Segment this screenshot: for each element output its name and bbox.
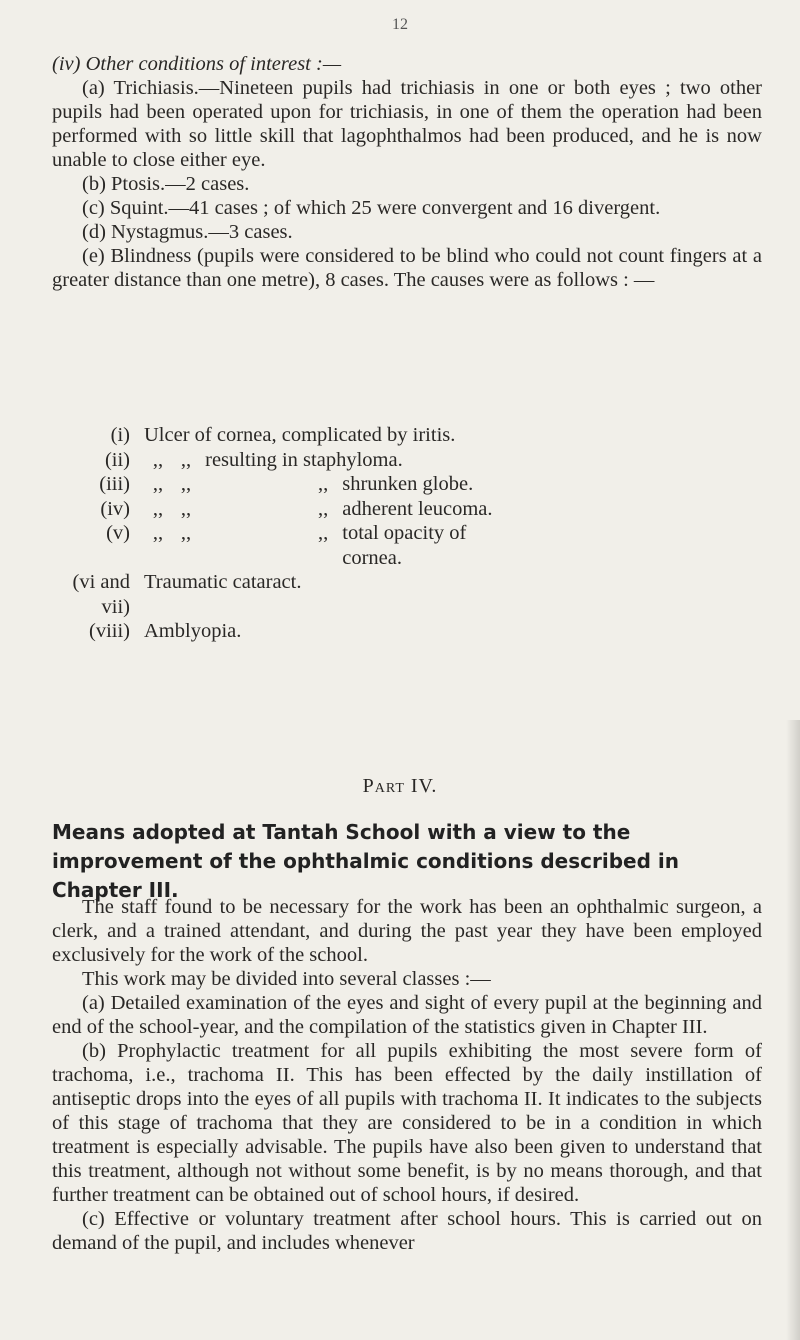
cause-text: resulting in staphyloma. xyxy=(205,448,403,471)
section-iv xyxy=(52,52,762,292)
list-item xyxy=(52,570,762,619)
page-number: 12 xyxy=(392,16,408,33)
ditto-mark: ,, xyxy=(152,473,164,495)
para-blindness: (e) Blindness (pupils were considered to be blind who could not count fingers at a greater distance than one metre), 8 cases. The causes were as follows : — xyxy=(52,245,762,291)
cause-number: (v) xyxy=(106,522,130,544)
list-item xyxy=(52,521,762,570)
cause-text: shrunken globe. xyxy=(342,473,474,495)
cause-text: adherent leucoma. xyxy=(342,497,493,520)
ditto-mark: ,, xyxy=(152,448,164,471)
list-item xyxy=(52,472,762,497)
section-heading: Means adopted at Tantah School with a view to the improvement of the ophthalmic conditions described in Chapter III. xyxy=(52,820,679,902)
cause-text: Amblyopia. xyxy=(144,620,242,642)
ditto-mark: ,, xyxy=(318,473,329,495)
body-paragraph: (a) Detailed examination of the eyes and sight of every pupil at the beginning and end of the school-year, and the compilation of the statistics given in Chapter III. xyxy=(52,992,762,1038)
list-item xyxy=(52,423,762,448)
ditto-mark: ,, xyxy=(152,497,164,520)
para-ptosis: (b) Ptosis.—2 cases. xyxy=(82,173,250,195)
list-item xyxy=(52,619,762,644)
body-paragraph: (c) Effective or voluntary treatment after school hours. This is carried out on demand of the pupil, and includes whenever xyxy=(52,1208,762,1254)
cause-text: Traumatic cataract. xyxy=(144,571,302,593)
ditto-mark: ,, xyxy=(180,448,192,471)
cause-text: Ulcer of cornea, complicated by iritis. xyxy=(144,424,456,446)
page-edge-shadow xyxy=(786,720,800,1340)
ditto-mark: ,, xyxy=(180,473,192,495)
cause-number: (vi and vii) xyxy=(72,571,130,618)
cause-number: (ii) xyxy=(104,448,130,471)
ditto-mark: ,, xyxy=(180,497,192,520)
body-paragraph: (b) Prophylactic treatment for all pupils exhibiting the most severe form of trachoma, i.e., trachoma II. This has been effected by the daily instillation of antiseptic drops into the eyes of all pupils with trachoma II. It indicates to the subjects of this stage of trachoma that they are considered to be in a condition in which treatment is especially advisable. The pupils have also been given to understand that this treatment, although not without some benefit, is by no means thorough, and that further treatment can be obtained out of school hours, if desired. xyxy=(52,1040,762,1206)
ditto-mark: ,, xyxy=(318,497,329,520)
cause-number: (iv) xyxy=(100,497,130,520)
part-title: Part IV. xyxy=(362,775,438,797)
para-trichiasis: (a) Trichiasis.—Nineteen pupils had trichiasis in one or both eyes ; two other pupils had been operated upon for trichiasis, in one of them the operation had been performed with so little skill that lagophthalmos had been produced, and he is now unable to close either eye. xyxy=(52,77,762,171)
body-paragraph: The staff found to be necessary for the work has been an ophthalmic surgeon, a clerk, and a trained attendant, and during the past year they have been employed exclusively for the work of the school. xyxy=(52,896,762,966)
section-iv-title: (iv) Other conditions of interest :— xyxy=(52,53,342,75)
body-paragraph: This work may be divided into several classes :— xyxy=(82,968,491,990)
para-nystagmus: (d) Nystagmus.—3 cases. xyxy=(82,221,293,243)
cause-text: total opacity of cornea. xyxy=(342,522,467,569)
cause-number: (viii) xyxy=(89,620,130,642)
list-item xyxy=(52,448,762,473)
ditto-mark: ,, xyxy=(152,522,164,544)
causes-list xyxy=(52,423,762,644)
ditto-mark: ,, xyxy=(318,522,329,544)
list-item xyxy=(52,497,762,522)
cause-number: (i) xyxy=(110,424,130,446)
cause-number: (iii) xyxy=(99,473,130,495)
para-squint: (c) Squint.—41 cases ; of which 25 were convergent and 16 divergent. xyxy=(82,197,661,219)
ditto-mark: ,, xyxy=(180,522,192,544)
body-text xyxy=(52,895,762,1255)
